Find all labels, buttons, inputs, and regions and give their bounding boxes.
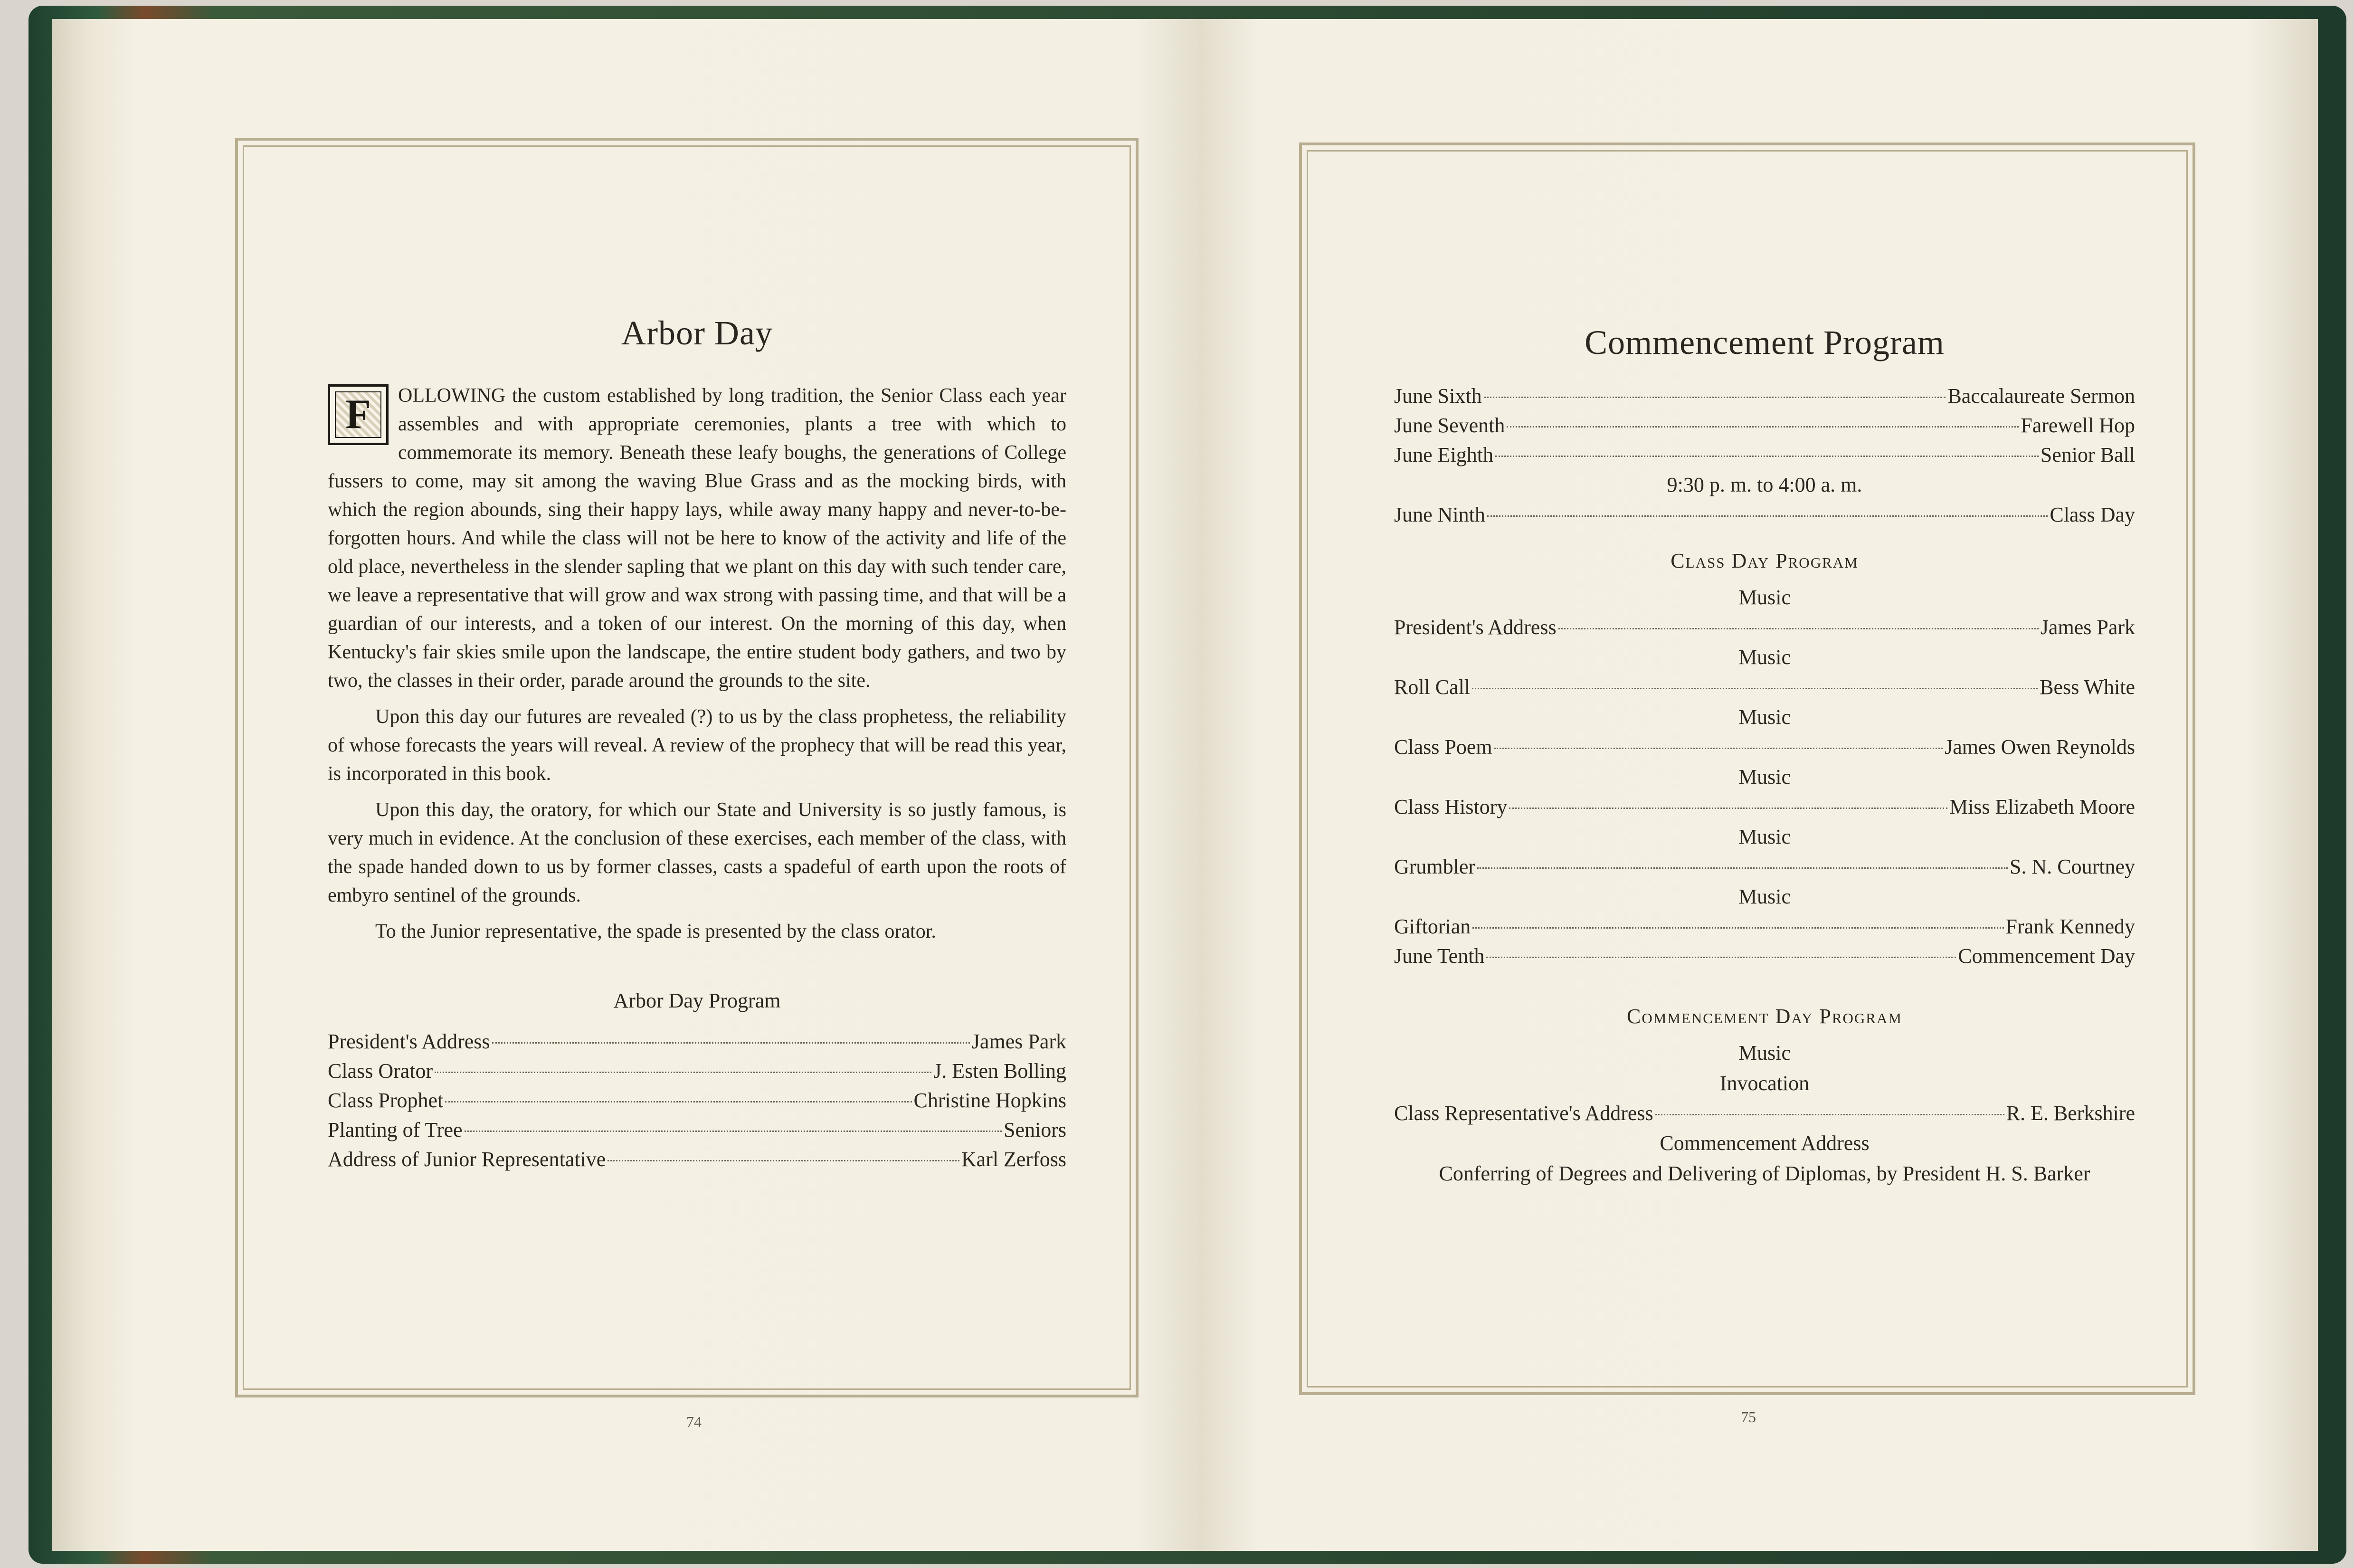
- class-day-title: Class Day Program: [1671, 549, 1859, 572]
- spade-paragraph: To the Junior representative, the spade is presented by the class orator.: [375, 921, 936, 942]
- class-day-row: Class Poem James Owen Reynolds: [1394, 735, 2135, 759]
- program-row: President's Address James Park: [328, 1030, 1066, 1053]
- class-day-row: Giftorian Frank Kennedy: [1394, 915, 2135, 938]
- page-number: 75: [1741, 1408, 1756, 1425]
- drop-cap-letter: F: [335, 391, 381, 438]
- music-line: Music: [1738, 586, 1791, 609]
- left-page: [52, 19, 1202, 1551]
- commencement-day-title: Commencement Day Program: [1627, 1005, 1902, 1028]
- program-row: Class Orator J. Esten Bolling: [328, 1059, 1066, 1083]
- music-line: Music: [1738, 885, 1791, 908]
- schedule-row: June Seventh Farewell Hop: [1394, 414, 2135, 437]
- prophecy-paragraph: Upon this day our futures are revealed (?) to us by the class prophetess, the reliability of whose forecasts the years will reveal. A review of the prophecy that will be read this year, is incorporated in this book.: [328, 706, 1066, 785]
- music-line: Music: [1738, 1041, 1791, 1064]
- conferring-line: Conferring of Degrees and Delivering of Diplomas, by President H. S. Barker: [1439, 1162, 2090, 1185]
- schedule-row: June Eighth Senior Ball: [1394, 443, 2135, 466]
- schedule-row: June Ninth Class Day: [1394, 503, 2135, 526]
- arbor-day-content: [328, 314, 1066, 1174]
- class-rep-row: Class Representative's Address R. E. Berkshire: [1394, 1102, 2135, 1125]
- music-line: Music: [1738, 825, 1791, 848]
- schedule-row: June Sixth Baccalaureate Sermon: [1394, 384, 2135, 408]
- commencement-content: [1394, 323, 2135, 1189]
- invocation-line: Invocation: [1719, 1072, 1810, 1095]
- music-line: Music: [1738, 646, 1791, 669]
- page-title: Commencement Program: [1585, 323, 1945, 361]
- program-row: Address of Junior Representative Karl Zerfoss: [328, 1148, 1066, 1171]
- page-title: Arbor Day: [621, 314, 773, 352]
- drop-cap-ornament: [328, 384, 389, 445]
- arbor-program-list: [328, 1027, 1066, 1174]
- program-row: Class Prophet Christine Hopkins: [328, 1089, 1066, 1112]
- class-day-row: President's Address James Park: [1394, 616, 2135, 639]
- ball-time: 9:30 p. m. to 4:00 a. m.: [1667, 473, 1862, 496]
- class-day-row: Grumbler S. N. Courtney: [1394, 855, 2135, 878]
- music-line: Music: [1738, 705, 1791, 729]
- music-line: Music: [1738, 765, 1791, 789]
- commencement-address-line: Commencement Address: [1660, 1131, 1870, 1155]
- intro-paragraph: F OLLOWING the custom established by long tradition, the Senior Class each year assembles and with appropriate ceremonies, plants a tree with which to commemorate its memory. Beneath these leafy boughs, the generations of College fussers to come, may sit among the waving Blue Grass and as the mocking birds, with which the region abounds, sing their happy lays, while away many happy and never-to-be-forgotten hours. And while the class will not be here to know of the activity and life of the old place, nevertheless in the slender sapling that we plant on this day with such tender care, we leave a representative that will grow and wax strong with passing time, and that will be a guardian of our interests, and a token of our interest. On the morning of this day, when Kentucky's fair skies smile upon the landscape, the entire student body gathers, and two by two, the classes in their order, parade around the grounds to the site.: [328, 385, 1066, 692]
- page-number: 74: [686, 1413, 702, 1430]
- program-title: Arbor Day Program: [613, 989, 781, 1012]
- class-day-row: Roll Call Bess White: [1394, 675, 2135, 699]
- oratory-paragraph: Upon this day, the oratory, for which our State and University is so justly famous, is very much in evidence. At the conclusion of these exercises, each member of the class, with the spade handed down to us by former classes, casts a spadeful of earth upon the roots of embyro sentinel of the grounds.: [328, 799, 1066, 906]
- program-row: Planting of Tree Seniors: [328, 1118, 1066, 1141]
- schedule-row: June Tenth Commencement Day: [1394, 944, 2135, 968]
- right-page: [1202, 19, 2318, 1551]
- class-day-row: Class History Miss Elizabeth Moore: [1394, 795, 2135, 818]
